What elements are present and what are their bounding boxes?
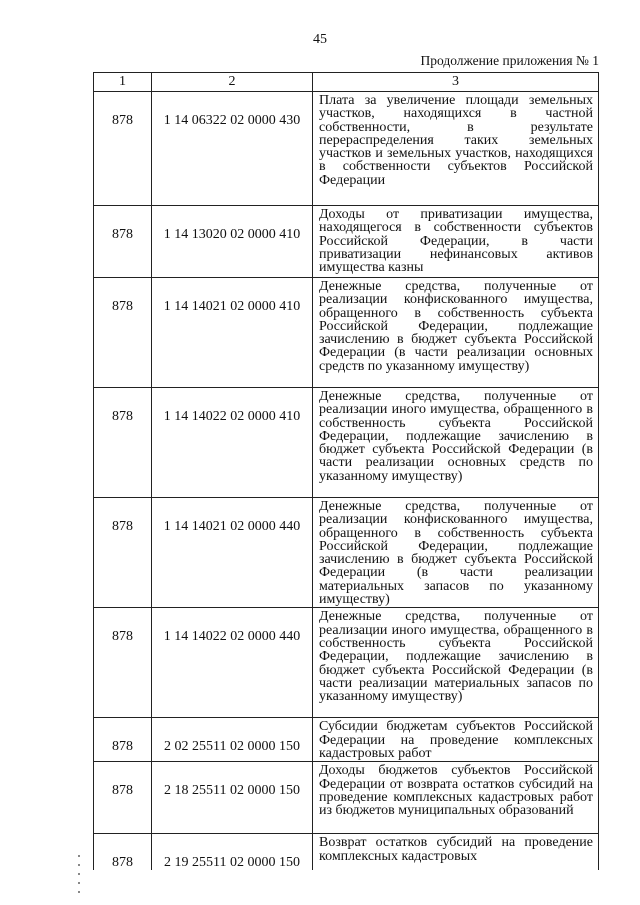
admin-code-cell: 878 bbox=[94, 206, 152, 278]
table-row bbox=[94, 206, 599, 278]
description-cell: Доходы бюджетов субъектов Российской Федерации от возврата остатков субсидий на проведение комплексных кадастровых работ из бюджетов муниципальных образований bbox=[313, 762, 599, 834]
table-row bbox=[94, 718, 599, 762]
table-row bbox=[94, 608, 599, 718]
description-cell: Субсидии бюджетам субъектов Российской Федерации на проведение комплексных кадастровых работ bbox=[313, 718, 599, 762]
description-cell: Плата за увеличение площади земельных участков, находящихся в частной собственности, в результате перераспределения таких земельных участков и земельных участков, находящихся в собственности субъектов Российской Федерации bbox=[313, 92, 599, 206]
revenue-codes-table bbox=[93, 72, 599, 870]
column-header-1: 1 bbox=[94, 73, 152, 92]
column-header-3: 3 bbox=[313, 73, 599, 92]
budget-code-cell: 1 14 06322 02 0000 430 bbox=[152, 92, 313, 206]
admin-code-cell: 878 bbox=[94, 498, 152, 608]
table-row bbox=[94, 498, 599, 608]
page-number: 45 bbox=[313, 32, 327, 47]
admin-code-cell: 878 bbox=[94, 278, 152, 388]
admin-code-cell: 878 bbox=[94, 388, 152, 498]
budget-code-cell: 1 14 14021 02 0000 440 bbox=[152, 498, 313, 608]
table-row bbox=[94, 834, 599, 871]
budget-code-cell: 1 14 14022 02 0000 440 bbox=[152, 608, 313, 718]
budget-code-cell: 1 14 14022 02 0000 410 bbox=[152, 388, 313, 498]
table-row bbox=[94, 92, 599, 206]
column-header-2: 2 bbox=[152, 73, 313, 92]
admin-code-cell: 878 bbox=[94, 608, 152, 718]
budget-code-cell: 2 19 25511 02 0000 150 bbox=[152, 834, 313, 871]
table-row bbox=[94, 278, 599, 388]
admin-code-cell: 878 bbox=[94, 834, 152, 871]
description-cell: Денежные средства, полученные от реализации иного имущества, обращенного в собственность субъекта Российской Федерации, подлежащие зачислению в бюджет субъекта Российской Федерации (в части реализации материальных запасов по указанному имуществу) bbox=[313, 608, 599, 718]
budget-code-cell: 2 18 25511 02 0000 150 bbox=[152, 762, 313, 834]
admin-code-cell: 878 bbox=[94, 762, 152, 834]
table-header-row bbox=[94, 73, 599, 92]
table-row bbox=[94, 388, 599, 498]
description-cell: Денежные средства, полученные от реализации иного имущества, обращенного в собственность субъекта Российской Федерации, подлежащие зачислению в бюджет субъекта Российской Федерации (в части реализации основных средств по указанному имуществу) bbox=[313, 388, 599, 498]
description-cell: Доходы от приватизации имущества, находящегося в собственности субъектов Российской Федерации, в части приватизации нефинансовых активов имущества казны bbox=[313, 206, 599, 278]
admin-code-cell: 878 bbox=[94, 718, 152, 762]
appendix-continuation-note: Продолжение приложения № 1 bbox=[420, 53, 599, 68]
budget-code-cell: 1 14 13020 02 0000 410 bbox=[152, 206, 313, 278]
budget-code-cell: 2 02 25511 02 0000 150 bbox=[152, 718, 313, 762]
description-cell: Денежные средства, полученные от реализации конфискованного имущества, обращенного в собственность субъекта Российской Федерации, подлежащие зачислению в бюджет субъекта Российской Федерации (в части реализации материальных запасов по указанному имуществу) bbox=[313, 498, 599, 608]
description-cell: Денежные средства, полученные от реализации конфискованного имущества, обращенного в собственность субъекта Российской Федерации, подлежащие зачислению в бюджет субъекта Российской Федерации (в части реализации основных средств по указанному имуществу) bbox=[313, 278, 599, 388]
budget-code-cell: 1 14 14021 02 0000 410 bbox=[152, 278, 313, 388]
table-row bbox=[94, 762, 599, 834]
scan-margin-marks bbox=[78, 855, 82, 900]
admin-code-cell: 878 bbox=[94, 92, 152, 206]
description-cell: Возврат остатков субсидий на проведение комплексных кадастровых bbox=[313, 834, 599, 871]
